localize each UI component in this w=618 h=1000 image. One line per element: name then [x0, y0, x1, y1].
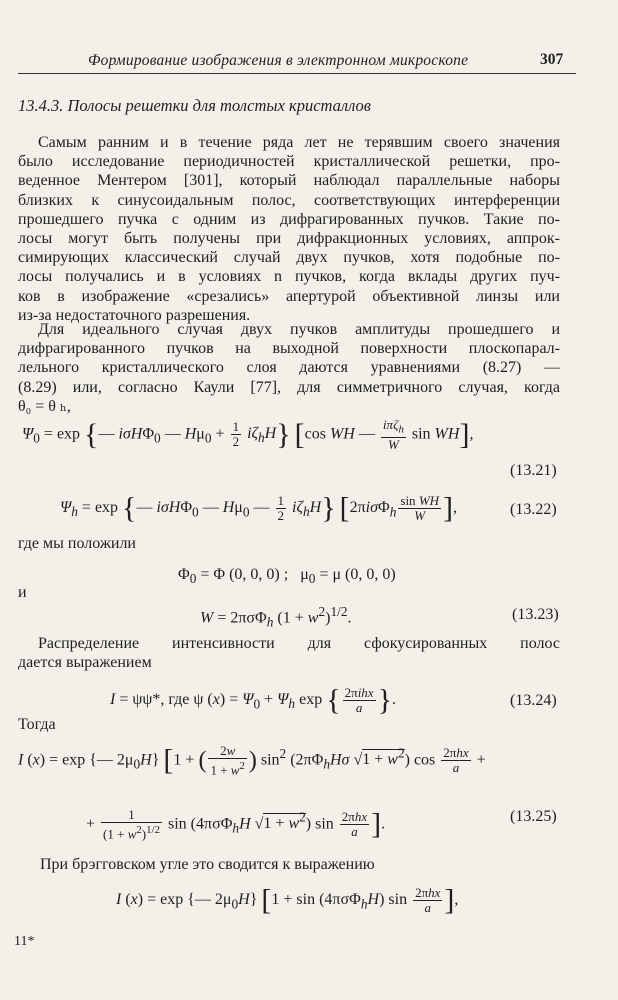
paragraph-1-line: веденное Ментером [301], который наблюдал параллельные наборы	[18, 172, 560, 190]
paragraph-2-line: дифрагированного пучков на выходной поверхности плоскопарал-	[18, 340, 560, 358]
equation-number-13-23: (13.23)	[512, 606, 559, 623]
text-and: и	[18, 584, 27, 601]
paragraph-1-line: симирующих классический случай двух пучков, хотя подобные по-	[18, 249, 560, 267]
paragraph-1	[18, 133, 560, 325]
paragraph-1-line: из-за недостаточного разрешения.	[18, 306, 251, 324]
paragraph-2-line: (8.29) или, согласно Каули [77], для симметричного случая, когда	[18, 378, 560, 396]
equation-number-13-25: (13.25)	[510, 808, 557, 825]
signature-mark: 11*	[14, 934, 35, 949]
paragraph-3-line: Распределение интенсивности для сфокусированных полос	[38, 635, 560, 652]
text-where-we-set: где мы положили	[18, 535, 136, 552]
equation-13-22: $\Psi_h = \exp$ {— iσHΦ$_0$ — $H\mu_0$ — $\frac{1}{2}$ $i\zeta_hH$} [2πiσΦ$_h$ $\frac{\text{sin WH}}{W}$ ],	[60, 491, 458, 525]
equation-phi-mu-definitions: $\Phi_0 = \Phi$ (0, 0, 0) ; $\mu_0 = \mu$ (0, 0, 0)	[178, 566, 396, 587]
paragraph-3	[18, 634, 560, 672]
equation-number-13-24: (13.24)	[510, 692, 557, 709]
paragraph-1-line: лосы получались и в условиях n пучков, когда вклады других пуч-	[18, 268, 560, 286]
equation-13-24: I = ψψ*, где ψ $(x) = \Psi_0 + \Psi_h$ exp { $\frac{\text{2πihx}}{a}$ }.	[110, 683, 396, 717]
paragraph-1-line: близких к синусоидальным полос, соответствующих интерференции	[18, 191, 560, 209]
running-header-title: Формирование изображения в электронном микроскопе	[88, 52, 469, 69]
paragraph-3-line: дается выражением	[18, 654, 152, 672]
paragraph-1-line: прошедшего пучка с одним из дифрагированных пучков. Такие по-	[18, 210, 560, 228]
text-where-inline: где	[168, 691, 190, 709]
section-heading: 13.4.3. Полосы решетки для толстых кристаллов	[18, 96, 371, 115]
paragraph-1-line: Самым ранним и в течение ряда лет не терявшим своего значения	[38, 134, 560, 151]
paragraph-2-line: θ₀ = θ ₕ,	[18, 397, 71, 415]
equation-13-21: $\Psi_0 = \exp$ {— iσHΦ$_0$ — $H\mu_0$ + $\frac{1}{2}$ $i\zeta_hH$} [cos WH — $\frac{i\pi\zeta_h}{W}$ sin WH],	[22, 417, 474, 452]
paragraph-2	[18, 320, 560, 416]
equation-number-13-21: (13.21)	[510, 462, 557, 479]
equation-number-13-22: (13.22)	[510, 501, 557, 518]
equation-13-23: W = 2πσΦ$_h$ $(1 + w^2)^{1/2}$.	[200, 604, 352, 630]
text-bragg-angle: При брэгговском угле это сводится к выражению	[40, 856, 375, 873]
paragraph-1-line: было исследование периодичностей кристаллической решетки, про-	[18, 153, 560, 171]
paragraph-2-line: лельного кристаллического слоя даются уравнениями (8.27) —	[18, 359, 560, 377]
paragraph-1-line: ков в изображение «срезались» апертурой объективной линзы или	[18, 287, 560, 305]
page-number: 307	[540, 51, 564, 68]
paragraph-2-line: Для идеального случая двух пучков амплитуды прошедшего и	[38, 321, 560, 338]
paragraph-1-line: лосы могут быть получены при дифракционных условиях, аппрок-	[18, 230, 560, 248]
header-rule	[18, 73, 576, 74]
equation-13-25-line-1: I (x) = exp {— $2\mu_0H$} [1 + ( $\frac{2w}{1 + w^2}$ ) $\sin^2 (2\pi\Phi_hH\sigma$ $√1 + w^2$) cos $\frac{\text{2πhx}}{a}$ +	[18, 743, 486, 778]
text-then: Тогда	[18, 716, 56, 733]
equation-13-25-line-2: + $\frac{1}{(1 + w^2)^{1/2}}$ sin (4πσΦ$_h$H $√1 + w^2$) sin $\frac{\text{2πhx}}{a}$ ].	[86, 807, 386, 842]
equation-bragg-result: I (x) = exp {— $2\mu_0H$} [1 + sin (4πσΦ$_h$H) sin $\frac{\text{2πhx}}{a}$ ],	[116, 883, 459, 917]
